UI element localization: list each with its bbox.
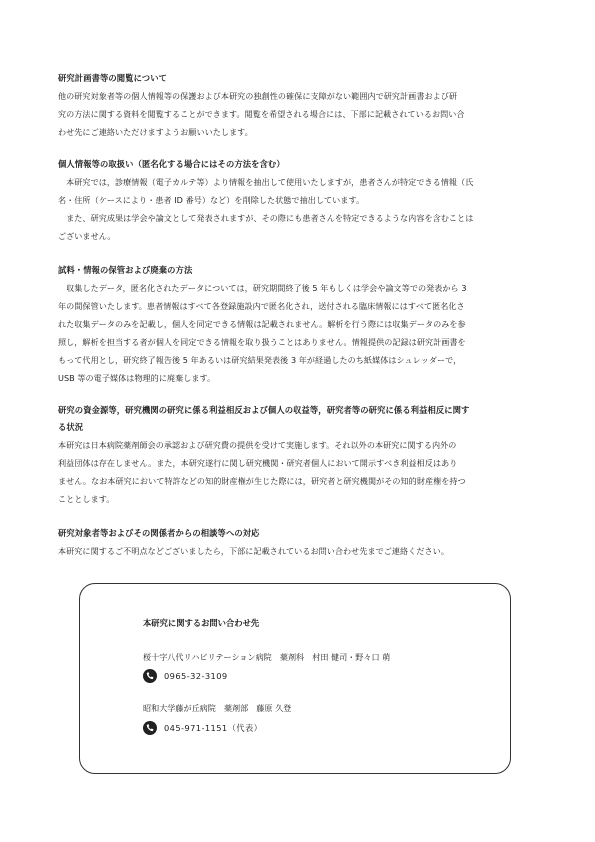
body-line: また、研究成果は学会や論文として発表されますが、その際にも患者さんを特定できるような内容を含むことは	[58, 213, 474, 223]
body-line: 照し，解析を担当する者が個人を同定できる情報を取り扱うことはありません。情報提供の記録は研究計画書を	[58, 337, 466, 347]
contact-title: 本研究に関するお問い合わせ先	[143, 618, 260, 628]
body-line: 本研究は日本病院薬剤師会の承認および研究費の提供を受けて実施します。それ以外の本研究に関する内外の	[58, 440, 457, 450]
section-heading	[58, 156, 540, 173]
contact-hospital-1: 桜十字八代リハビリテーション病院 薬剤科 村田 健司・野々口 萌	[143, 652, 391, 662]
section-body	[58, 436, 540, 508]
section-body	[58, 173, 540, 245]
section-storage-disposal	[58, 262, 540, 387]
section-funding-coi	[58, 402, 540, 508]
body-line: 収集したデータ，匿名化されたデータについては，研究期間終了後 5 年もしくは学会や論文等での発表から 3	[58, 283, 467, 293]
contact-box	[79, 583, 511, 774]
contact-phone-2[interactable]: 045-971-1151（代表）	[164, 723, 263, 733]
heading-line: 個人情報等の取扱い（匿名化する場合にはその方法を含む）	[58, 159, 285, 169]
body-line: 年の間保管いたします。患者情報はすべて各登録施設内で匿名化され，送付される臨床情報にはすべて匿名化さ	[58, 301, 465, 311]
body-line: 究の方法に関する資料を閲覧することができます。閲覧を希望される場合には、下部に記載されているお問い合	[58, 109, 465, 119]
body-line: 名・住所（ケースにより・患者 ID 番号）など）を削除した状態で抽出しています。	[58, 195, 365, 205]
phone-icon	[143, 669, 157, 683]
body-line: 他の研究対象者等の個人情報等の保護および本研究の独創性の確保に支障がない範囲内で研究計画書および研	[58, 91, 458, 101]
section-document-access	[58, 70, 540, 141]
body-line: れた収集データのみを記載し，個人を同定できる情報は記載されません。解析を行う際には収集データのみを参	[58, 319, 466, 329]
section-heading	[58, 402, 540, 436]
body-line: ません。なお本研究において特許などの知的財産権が生じた際には，研究者と研究機関がその知的財産権を持つ	[58, 476, 466, 486]
section-consultation	[58, 525, 540, 560]
heading-line: 研究計画書等の閲覧について	[58, 73, 167, 83]
contact-hospital-2: 昭和大学藤が丘病院 薬剤部 藤原 久登	[143, 703, 292, 713]
section-heading	[58, 525, 540, 542]
body-line: もって代用とし，研究終了報告後 5 年あるいは研究結果発表後 3 年が経過したのち紙媒体はシュレッダーで，	[58, 355, 462, 365]
contact-phone-row-1	[143, 669, 228, 683]
body-line: 本研究に関するご不明点などございましたら，下部に記載されているお問い合わせ先までご連絡ください。	[58, 546, 449, 556]
section-body	[58, 87, 540, 141]
section-heading	[58, 70, 540, 87]
heading-line: 研究の資金源等，研究機関の研究に係る利益相反および個人の収益等，研究者等の研究に係る利益相反に関す	[58, 405, 470, 415]
contact-phone-1[interactable]: 0965-32-3109	[164, 671, 228, 681]
body-line: USB 等の電子媒体は物理的に廃棄します。	[58, 373, 216, 383]
section-body	[58, 542, 540, 560]
heading-line: 試料・情報の保管および廃棄の方法	[58, 265, 193, 275]
body-line: 本研究では，診療情報（電子カルテ等）より情報を抽出して使用いたしますが，患者さんが特定できる情報（氏	[58, 177, 474, 187]
body-line: こととします。	[58, 494, 115, 504]
section-body	[58, 279, 540, 387]
section-personal-info	[58, 156, 540, 245]
heading-line: る状況	[58, 422, 84, 432]
body-line: 利益団体は存在しません。また，本研究遂行に関し研究機関・研究者個人において開示すべき利益相反はあり	[58, 458, 458, 468]
contact-phone-row-2	[143, 721, 262, 735]
heading-line: 研究対象者等およびその関係者からの相談等への対応	[58, 528, 260, 538]
phone-icon	[143, 721, 157, 735]
section-heading	[58, 262, 540, 279]
body-line: ございません。	[58, 231, 116, 241]
body-line: わせ先にご連絡いただけますようお願いいたします。	[58, 127, 253, 137]
